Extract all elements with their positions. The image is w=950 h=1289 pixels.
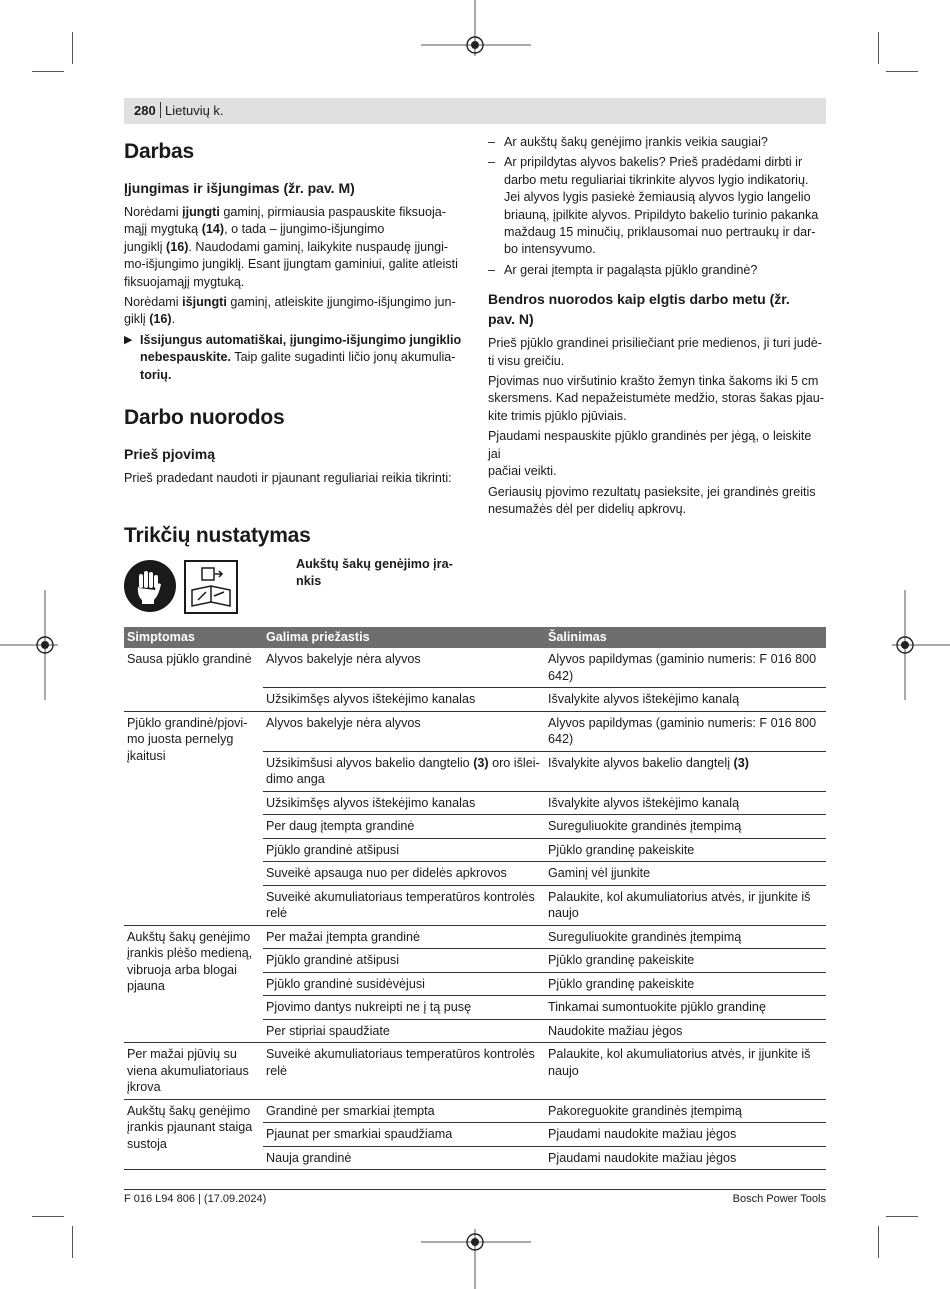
text-line: Grandinė per smarkiai įtempta: [266, 1103, 435, 1118]
cell-cause: [263, 1043, 545, 1100]
registration-mark-right: [892, 590, 950, 700]
warning-marker-icon: ▶: [124, 333, 133, 346]
text-line: Pjūklo grandinę pakeiskite: [548, 953, 695, 967]
text-line: kite trimis pjūklo pjūviais.: [488, 408, 627, 423]
text-line: įrankis plėšo medieną,: [127, 946, 253, 960]
crop-mark: [886, 1216, 918, 1217]
text-line: Geriausių pjovimo rezultatų pasieksite, jei grandinės greitis: [488, 484, 816, 499]
cell-remedy: [545, 862, 826, 886]
footer-brand: Bosch Power Tools: [732, 1193, 826, 1205]
general-paragraph: [488, 428, 826, 480]
pries-text: Prieš pradedant naudoti ir pjaunant reguliariai reikia tikrinti:: [124, 471, 452, 486]
cell-symptom: [124, 1043, 263, 1100]
warning-note: [124, 332, 462, 384]
text-line: pačiai veikti.: [488, 464, 557, 479]
column-header-symptom: Simptomas: [124, 627, 263, 648]
subsection-title-general: [488, 289, 826, 329]
cell-cause: [263, 949, 545, 973]
dash-marker: –: [488, 135, 496, 149]
text-line: Alyvos papildymas (gaminio numeris: F 016 800: [548, 715, 817, 730]
cell-remedy: [545, 1043, 826, 1100]
column-header-cause: Galima priežastis: [263, 627, 545, 648]
text-line: Pjūklo grandinė atšipusi: [266, 842, 400, 857]
text-line: [124, 274, 462, 291]
cell-cause: [263, 862, 545, 886]
onoff-paragraph-2: [124, 294, 462, 329]
text-line: įkrova: [127, 1080, 161, 1094]
cell-symptom: [124, 648, 263, 711]
registration-mark-left: [0, 590, 58, 700]
table-row: [124, 1043, 826, 1100]
text-line: naujo: [548, 1063, 579, 1078]
text-line: ti visu greičiu.: [488, 353, 565, 368]
text-line: Pjaudami naudokite mažiau jėgos: [548, 1150, 737, 1165]
text-line: Pjovimas nuo viršutinio krašto žemyn tinka šakoms iki 5 cm: [488, 374, 819, 389]
text-line: nesumažės dėl per didelių apkrovų.: [488, 501, 687, 516]
text-line: [124, 204, 462, 221]
text-line: Pjovimo dantys nukreipti ne į tą pusę: [266, 1000, 472, 1014]
text-segment: Norėdami: [124, 205, 183, 219]
cell-cause: [263, 1019, 545, 1043]
text-line: Pjaunat per smarkiai spaudžiama: [266, 1127, 453, 1141]
column-header-remedy: Šalinimas: [545, 627, 826, 648]
text-line: Ar pripildytas alyvos bakelis? Prieš pradėdami dirbti ir: [504, 155, 803, 170]
text-line: Sausa pjūklo grandinė: [127, 652, 252, 666]
cell-cause: [263, 925, 545, 949]
text-line: relė: [266, 906, 287, 920]
cell-remedy: [545, 949, 826, 973]
title-line: pav. N): [488, 311, 534, 328]
text-line: Per daug įtempta grandinė: [266, 819, 415, 833]
text-line: Gaminį vėl įjunkite: [548, 866, 651, 880]
text-line: Aukštų šakų genėjimo: [127, 1103, 251, 1118]
header-language: Lietuvių k.: [165, 103, 224, 118]
left-column: [124, 134, 462, 490]
manual-icon: [184, 560, 238, 614]
cell-cause: [263, 885, 545, 925]
cell-cause: [263, 1123, 545, 1147]
text-line: Per mažai įtempta grandinė: [266, 929, 421, 944]
cell-remedy: [545, 996, 826, 1020]
text-line: maždaug 15 minučių, priklausomai nuo pertraukų ir dar-: [504, 225, 816, 240]
page-number: 280: [134, 103, 156, 118]
text-line: Pakoreguokite grandinės įtempimą: [548, 1103, 742, 1118]
part-number: (3): [473, 755, 489, 770]
text-line: [124, 239, 462, 256]
text-line: Aukštų šakų genėjimo: [127, 929, 251, 944]
crop-mark: [32, 71, 64, 72]
onoff-paragraph-1: [124, 204, 462, 291]
text-line: Išvalykite alyvos ištekėjimo kanalą: [548, 692, 740, 706]
text-line: Palaukite, kol akumuliatorius atvės, ir įjunkite iš: [548, 889, 811, 904]
text-line: Per mažai pjūvių su: [127, 1047, 237, 1061]
text-line: įkaitusi: [127, 748, 166, 763]
text-segment: .: [171, 312, 176, 327]
bold-term: (14): [201, 222, 225, 237]
cell-symptom: [124, 925, 263, 1043]
section-title-darbo-nuorodos: Darbo nuorodos: [124, 406, 285, 430]
text-segment: , o tada – įjungimo-išjungimo: [224, 222, 385, 237]
cell-remedy: [545, 711, 826, 751]
text-line: Pjūklo grandinė atšipusi: [266, 953, 400, 967]
page-footer: [124, 1189, 826, 1205]
check-item: [488, 154, 826, 258]
text-segment: . Naudodami gaminį, laikykite nuspaudę įjungi-: [188, 239, 449, 254]
bold-term: išjungti: [182, 295, 227, 310]
text-line: Ar aukštų šakų genėjimo įrankis veikia saugiai?: [504, 135, 768, 149]
page-header: [124, 98, 826, 124]
part-number: (3): [733, 755, 749, 770]
crop-mark: [72, 32, 73, 64]
text-segment: giklį: [124, 312, 150, 327]
dash-marker: –: [488, 155, 496, 170]
text-line: [124, 256, 462, 273]
text-line: [140, 349, 462, 366]
cell-symptom: [124, 711, 263, 925]
text-segment: gaminį, atleiskite įjungimo-išjungimo jun-: [226, 295, 456, 310]
bold-term: (16): [149, 312, 172, 327]
footer-doc-code: F 016 L94 806 | (17.09.2024): [124, 1193, 267, 1205]
cell-cause: [263, 688, 545, 712]
text-line: naujo: [548, 906, 579, 920]
general-paragraph: [488, 335, 826, 370]
cell-remedy: [545, 885, 826, 925]
bold-term: torių.: [140, 367, 172, 382]
cell-remedy: [545, 838, 826, 862]
section-title-darbas: Darbas: [124, 140, 195, 163]
text-line: Palaukite, kol akumuliatorius atvės, ir įjunkite iš: [548, 1047, 811, 1061]
text-line: Alyvos bakelyje nėra alyvos: [266, 715, 421, 730]
bold-term: Išsijungus automatiškai, įjungimo-išjungimo jungiklio: [140, 332, 462, 347]
text-segment: jungiklį: [124, 239, 166, 254]
label-line: Aukštų šakų genėjimo įra-: [296, 557, 453, 571]
general-paragraph: [488, 373, 826, 425]
check-item: [488, 262, 826, 279]
text-line: Alyvos bakelyje nėra alyvos: [266, 652, 421, 666]
text-line: Jei alyvos lygis pasiekė žemiausią alyvos lygio langelio: [504, 190, 811, 205]
text-line: Pjūklo grandinė susidėvėjusi: [266, 976, 425, 991]
text-segment: gaminį, pirmiausia paspauskite fiksuoja-: [219, 205, 446, 219]
text-line: dimo anga: [266, 772, 325, 786]
cell-remedy: [545, 791, 826, 815]
text-line: skersmens. Kad nepažeistumėte medžio, storas šakas pjau-: [488, 391, 824, 406]
text-line: Užsikimšęs alyvos ištekėjimo kanalas: [266, 795, 476, 810]
text-line: pjauna: [127, 979, 165, 993]
cell-remedy: [545, 1019, 826, 1043]
text-line: Tinkamai sumontuokite pjūklo grandinę: [548, 1000, 766, 1014]
cell-cause: [263, 996, 545, 1020]
text-line: Per stipriai spaudžiate: [266, 1023, 390, 1038]
text-line: Pjūklo grandinę pakeiskite: [548, 976, 695, 991]
subsection-title-pries: Prieš pjovimą: [124, 446, 216, 463]
cell-remedy: [545, 972, 826, 996]
cell-cause: [263, 648, 545, 688]
general-paragraphs: [488, 335, 826, 518]
cell-cause: [263, 1146, 545, 1170]
text-line: Išvalykite alyvos ištekėjimo kanalą: [548, 795, 740, 810]
table-row: [124, 711, 826, 751]
text-line: bo intensyvumo.: [504, 242, 596, 257]
cell-cause: [263, 838, 545, 862]
table-row: [124, 925, 826, 949]
text-line: relė: [266, 1063, 287, 1078]
text-line: viena akumuliatoriaus: [127, 1063, 249, 1078]
text-line: Prieš pjūklo grandinei prisiliečiant prie medienos, ji turi judė-: [488, 336, 822, 351]
crop-mark: [878, 1226, 879, 1258]
crop-mark: [886, 71, 918, 72]
text-line: įrankis pjaunant staiga: [127, 1120, 253, 1134]
crop-mark: [878, 32, 879, 64]
general-paragraph: [488, 484, 826, 519]
text-line: 642): [548, 732, 574, 746]
text-line: Sureguliuokite grandinės įtempimą: [548, 819, 742, 833]
text-line: Nauja grandinė: [266, 1150, 352, 1165]
text-line: briauną, įpilkite alyvos. Pripildyto bakelio turinio pakanka: [504, 207, 819, 222]
cell-remedy: [545, 1099, 826, 1123]
check-list: [488, 134, 826, 279]
table-header-row: [124, 627, 826, 648]
text-line: Pjūklo grandinė/pjovi-: [127, 715, 248, 730]
label-line: nkis: [296, 574, 322, 588]
cell-cause: [263, 972, 545, 996]
text-line: Pjaudami nespauskite pjūklo grandinės per jėgą, o leiskite jai: [488, 429, 812, 461]
text-line: [124, 311, 462, 328]
cell-remedy: [545, 925, 826, 949]
cell-cause: [263, 815, 545, 839]
bold-term: nebespauskite.: [140, 350, 231, 365]
text-line: Išvalykite alyvos bakelio dangtelį (3): [548, 755, 749, 770]
text-line: Suveikė apsauga nuo per didelės apkrovos: [266, 866, 507, 880]
tool-label: [296, 556, 456, 590]
text-line: Suveikė akumuliatoriaus temperatūros kontrolės: [266, 889, 535, 904]
crop-mark: [72, 1226, 73, 1258]
text-segment: mąjį mygtuką: [124, 222, 202, 237]
text-line: Pjaudami naudokite mažiau jėgos: [548, 1127, 737, 1141]
table-row: [124, 648, 826, 688]
text-line: Užsikimšusi alyvos bakelio dangtelio (3) oro išlei-: [266, 755, 540, 770]
text-line: Užsikimšęs alyvos ištekėjimo kanalas: [266, 692, 476, 706]
text-line: darbo metu reguliariai tikrinkite alyvos lygio indikatorių.: [504, 172, 809, 187]
text-line: [124, 294, 462, 311]
text-line: Alyvos papildymas (gaminio numeris: F 016 800: [548, 652, 817, 666]
text-segment: mo-išjungimo jungiklį. Esant įjungtam gaminiui, galite atleisti: [124, 257, 458, 272]
crop-mark: [32, 1216, 64, 1217]
text-line: Pjūklo grandinę pakeiskite: [548, 842, 695, 857]
cell-remedy: [545, 815, 826, 839]
text-line: sustoja: [127, 1136, 167, 1151]
cell-remedy: [545, 1146, 826, 1170]
subsection-title-onoff: Įjungimas ir išjungimas (žr. pav. M): [124, 180, 355, 196]
cell-remedy: [545, 1123, 826, 1147]
text-line: [124, 221, 462, 238]
dash-marker: –: [488, 262, 496, 277]
cell-cause: [263, 1099, 545, 1123]
table-row: [124, 1099, 826, 1123]
header-separator: [160, 102, 161, 118]
section-title-trouble: Trikčių nustatymas: [124, 524, 311, 547]
title-line: Bendros nuorodos kaip elgtis darbo metu (žr.: [488, 291, 790, 308]
cell-cause: [263, 711, 545, 751]
text-line: 642): [548, 668, 574, 683]
cell-cause: [263, 751, 545, 791]
bold-term: (16): [166, 239, 189, 254]
check-item: [488, 134, 826, 151]
text-segment: Taip galite sugadinti ličio jonų akumulia-: [231, 350, 456, 365]
gloves-icon: [124, 560, 176, 612]
cell-cause: [263, 791, 545, 815]
cell-remedy: [545, 648, 826, 688]
warning-text: [140, 332, 462, 384]
text-line: Sureguliuokite grandinės įtempimą: [548, 929, 742, 944]
text-segment: fiksuojamąjį mygtuką.: [124, 274, 245, 289]
text-segment: Norėdami: [124, 295, 183, 310]
text-line: mo juosta pernelyg: [127, 732, 234, 746]
text-line: Suveikė akumuliatoriaus temperatūros kontrolės: [266, 1047, 535, 1061]
troubleshooting-table: [124, 627, 826, 1170]
text-line: vibruoja arba blogai: [127, 962, 237, 977]
bold-term: įjungti: [182, 205, 220, 219]
text-line: Ar gerai įtempta ir pagaląsta pjūklo grandinė?: [504, 262, 758, 277]
text-line: [140, 332, 462, 349]
cell-symptom: [124, 1099, 263, 1170]
right-column: [488, 134, 826, 521]
text-line: Naudokite mažiau jėgos: [548, 1023, 683, 1038]
registration-mark-bottom: [421, 1229, 531, 1289]
cell-remedy: [545, 751, 826, 791]
cell-remedy: [545, 688, 826, 712]
text-line: [140, 367, 462, 384]
registration-mark-top: [421, 0, 531, 56]
